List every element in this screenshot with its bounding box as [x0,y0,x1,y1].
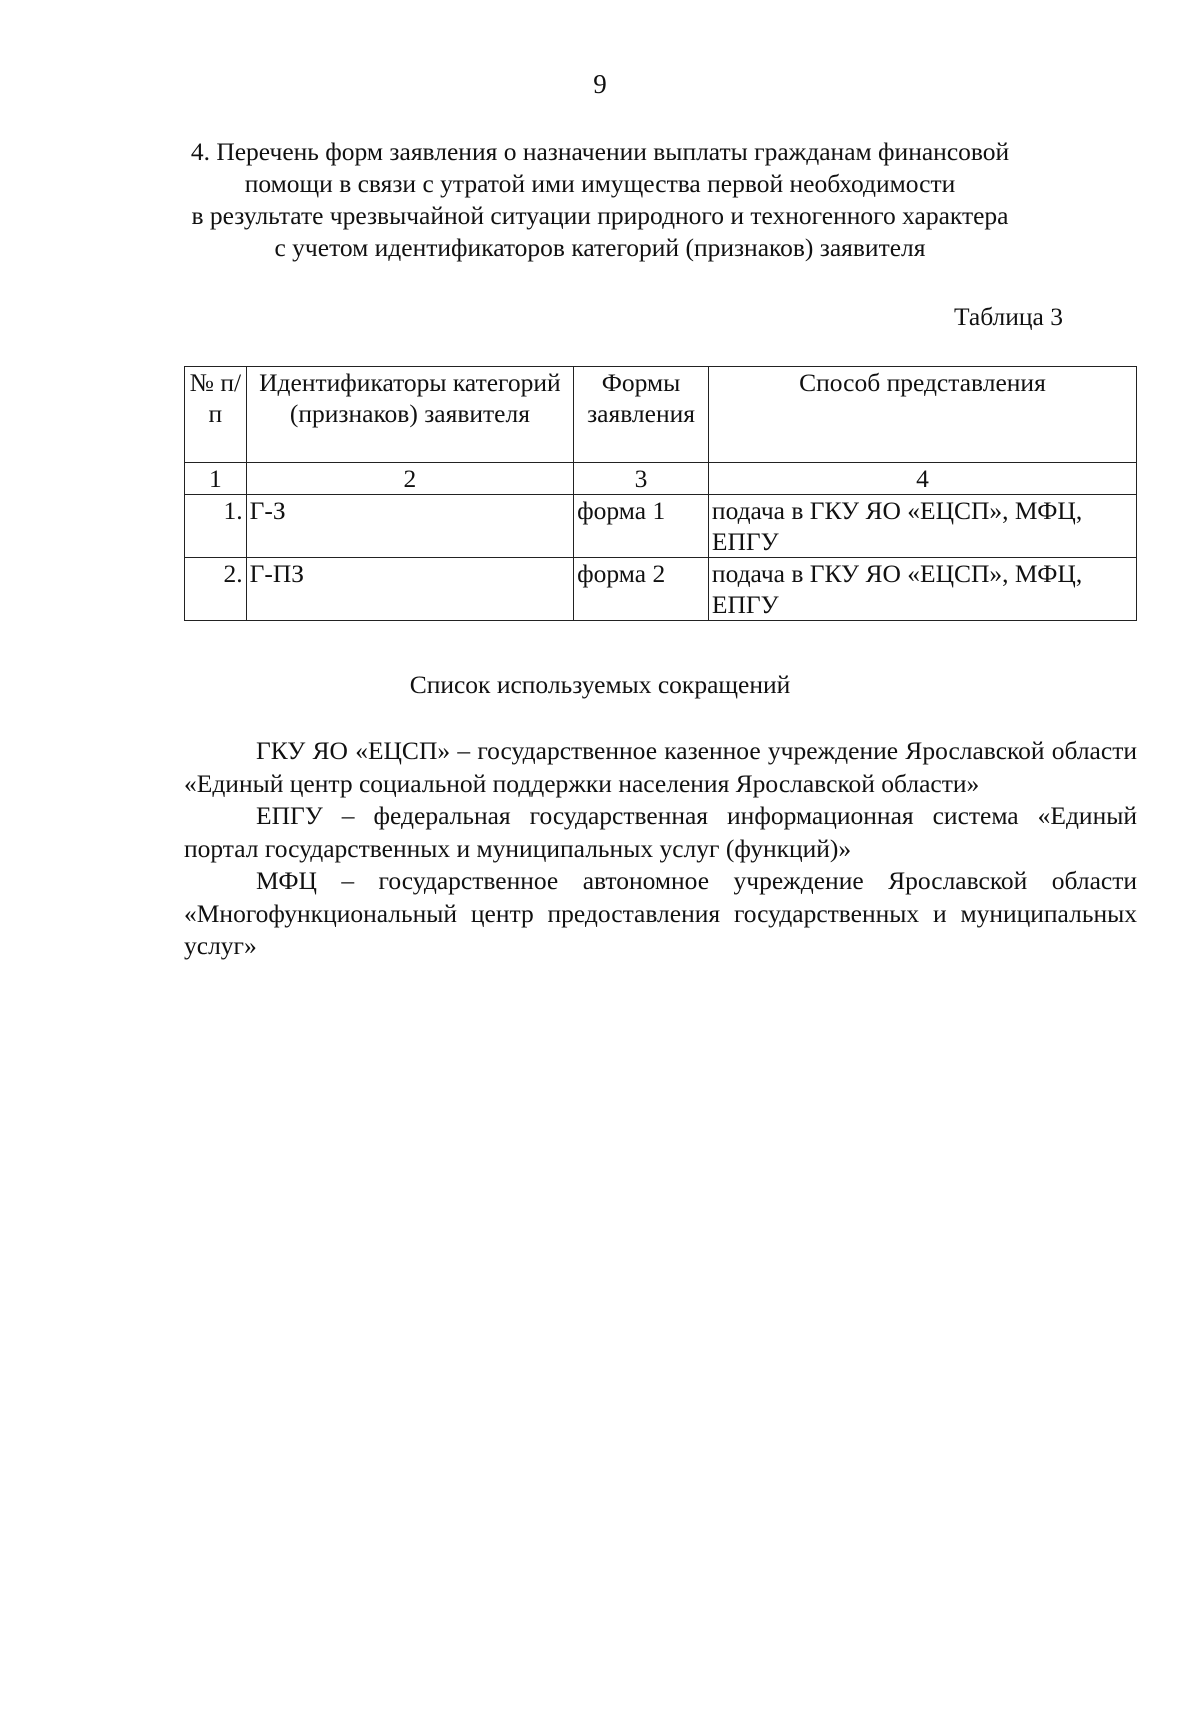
abbreviation-item: МФЦ – государственное автономное учреждение Ярославской области «Многофункциональный центр предоставления государственных и муниципальных услуг» [184,866,1137,960]
heading-line: помощи в связи с утратой ими имущества первой необходимости [244,169,956,198]
section-heading [160,136,1040,264]
form-cell: форма 1 [574,495,709,558]
table-column-numbers-row [185,463,1137,495]
form-cell: форма 2 [574,558,709,621]
row-number-cell: 2. [185,558,247,621]
heading-line: в результате чрезвычайной ситуации природного и техногенного характера [191,201,1009,230]
abbreviation-item: ГКУ ЯО «ЕЦСП» – государственное казенное учреждение Ярославской области «Единый центр социальной поддержки населения Ярославской области» [184,736,1137,798]
table-caption: Таблица 3 [953,302,1063,331]
heading-line: 4. Перечень форм заявления о назначении выплаты гражданам финансовой [190,137,1010,166]
header-cell-forms: Формы заявления [574,367,709,463]
row-number-cell: 1. [185,495,247,558]
table-row [185,558,1137,621]
table-row [185,495,1137,558]
table-header-row [185,367,1137,463]
identifier-cell: Г-З [246,495,574,558]
abbreviations-title: Список используемых сокращений [409,670,791,699]
header-cell-number: № п/п [185,367,247,463]
forms-table [184,366,1137,621]
identifier-cell: Г-ПЗ [246,558,574,621]
column-number-cell: 4 [708,463,1136,495]
header-cell-method: Способ представления [708,367,1136,463]
column-number-cell: 3 [574,463,709,495]
column-number-cell: 2 [246,463,574,495]
method-cell: подача в ГКУ ЯО «ЕЦСП», МФЦ, ЕПГУ [708,495,1136,558]
page-number: 9 [593,69,607,99]
heading-line: с учетом идентификаторов категорий (признаков) заявителя [274,233,926,262]
header-cell-identifiers: Идентификаторы категорий (признаков) заявителя [246,367,574,463]
abbreviation-item: ЕПГУ – федеральная государственная информационная система «Единый портал государственных и муниципальных услуг (функций)» [184,801,1137,863]
abbreviations-list [184,735,1137,963]
method-cell: подача в ГКУ ЯО «ЕЦСП», МФЦ, ЕПГУ [708,558,1136,621]
column-number-cell: 1 [185,463,247,495]
